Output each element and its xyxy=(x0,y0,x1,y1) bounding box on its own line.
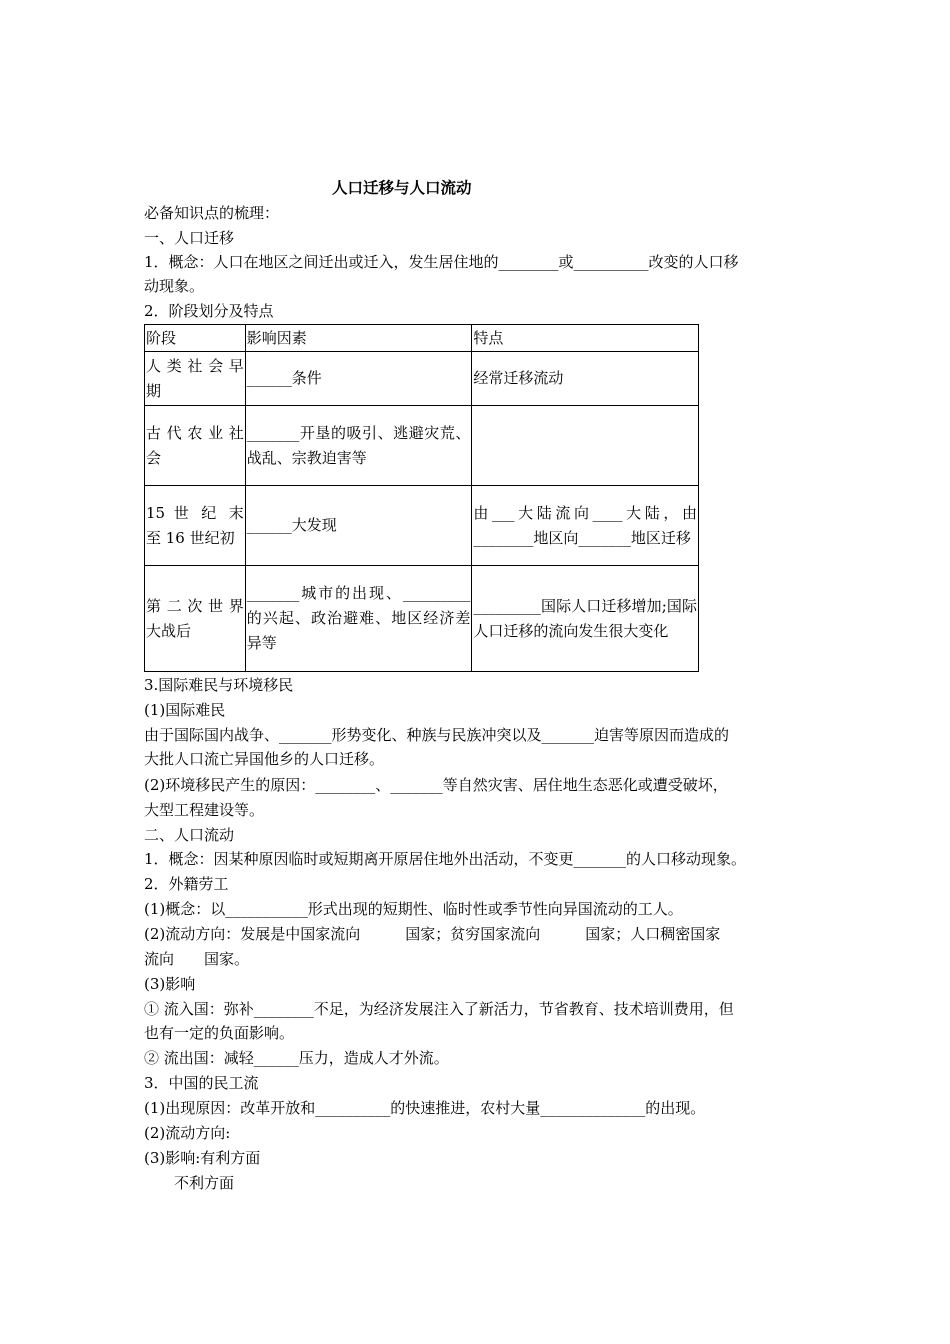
paragraph-line: (2)环境移民产生的原因：________、_______等自然灾害、居住地生态恶化或遭受破坏， xyxy=(144,776,728,794)
table-cell: _______开垦的吸引、逃避灾荒、战乱、宗教迫害等 xyxy=(245,406,472,486)
subsection-heading: 2．外籍劳工 xyxy=(144,875,229,893)
table-cell xyxy=(472,406,699,486)
paragraph-line: (1)概念：以___________形式出现的短期性、临时性或季节性向异国流动的工人。 xyxy=(144,900,683,918)
table-cell: _________国际人口迁移增加;国际人口迁移的流向发生很大变化 xyxy=(472,566,699,672)
sub-item: (3)影响:有利方面 xyxy=(144,1149,261,1167)
paragraph-line: 由于国际国内战争、_______形势变化、种族与民族冲突以及_______迫害等原因而造成的 xyxy=(144,726,730,744)
table-header-cell: 影响因素 xyxy=(245,325,472,352)
concept-line: 动现象。 xyxy=(144,277,205,295)
paragraph-line: 流向 国家。 xyxy=(144,950,250,968)
table-cell: ______大发现 xyxy=(245,486,472,566)
table-cell: ______条件 xyxy=(245,352,472,406)
table-header-cell: 阶段 xyxy=(145,325,246,352)
intro-line: 必备知识点的梳理： xyxy=(144,204,280,222)
table-header-cell: 特点 xyxy=(472,325,699,352)
table-cell: _______城市的出现、_________的兴起、政治避难、地区经济差异等 xyxy=(245,566,472,672)
table-cell: 人 类 社 会 早 期 xyxy=(145,352,246,406)
table-cell: 由___大陆流向____大陆，由________地区向_______地区迁移 xyxy=(472,486,699,566)
subsection-heading: 2．阶段划分及特点 xyxy=(144,302,274,320)
concept-line: 1．概念：人口在地区之间迁出或迁入，发生居住地的________或__________改变的人口移 xyxy=(144,253,739,271)
stages-table xyxy=(144,324,699,672)
table-row xyxy=(145,486,699,566)
table-row xyxy=(145,352,699,406)
subsection-heading: 3．中国的民工流 xyxy=(144,1074,259,1092)
paragraph-line: ② 流出国：减轻______压力，造成人才外流。 xyxy=(144,1049,449,1067)
paragraph-line: (1)出现原因：改革开放和__________的快速推进，农村大量______________的出现。 xyxy=(144,1099,706,1117)
table-header-row xyxy=(145,325,699,352)
subsection-heading: 3.国际难民与环境移民 xyxy=(144,676,294,694)
section-heading: 二、人口流动 xyxy=(144,826,235,844)
page-title: 人口迁移与人口流动 xyxy=(332,178,472,197)
table-row xyxy=(145,566,699,672)
paragraph-line: ① 流入国：弥补________不足，为经济发展注入了新活力，节省教育、技术培训费用，但 xyxy=(144,1000,734,1018)
paragraph-line: (2)流动方向：发展是中国家流向 国家；贫穷国家流向 国家；人口稠密国家 xyxy=(144,925,721,943)
table-cell: 经常迁移流动 xyxy=(472,352,699,406)
table-cell: 古 代 农 业 社 会 xyxy=(145,406,246,486)
table-cell: 15 世 纪 末 至 16 世纪初 xyxy=(145,486,246,566)
table-row xyxy=(145,406,699,486)
sub-item: (1)国际难民 xyxy=(144,701,226,719)
paragraph-line: 也有一定的负面影响。 xyxy=(144,1024,295,1042)
table-cell: 第 二 次 世 界 大战后 xyxy=(145,566,246,672)
paragraph-line: 大批人口流亡异国他乡的人口迁移。 xyxy=(144,750,385,768)
section-heading: 一、人口迁移 xyxy=(144,229,235,247)
concept-line: 1．概念：因某种原因临时或短期离开原居住地外出活动，不变更_______的人口移动现象。 xyxy=(144,850,747,868)
paragraph-line: 大型工程建设等。 xyxy=(144,801,265,819)
sub-item: 不利方面 xyxy=(174,1174,235,1192)
sub-item: (3)影响 xyxy=(144,975,196,993)
sub-item: (2)流动方向: xyxy=(144,1124,231,1142)
